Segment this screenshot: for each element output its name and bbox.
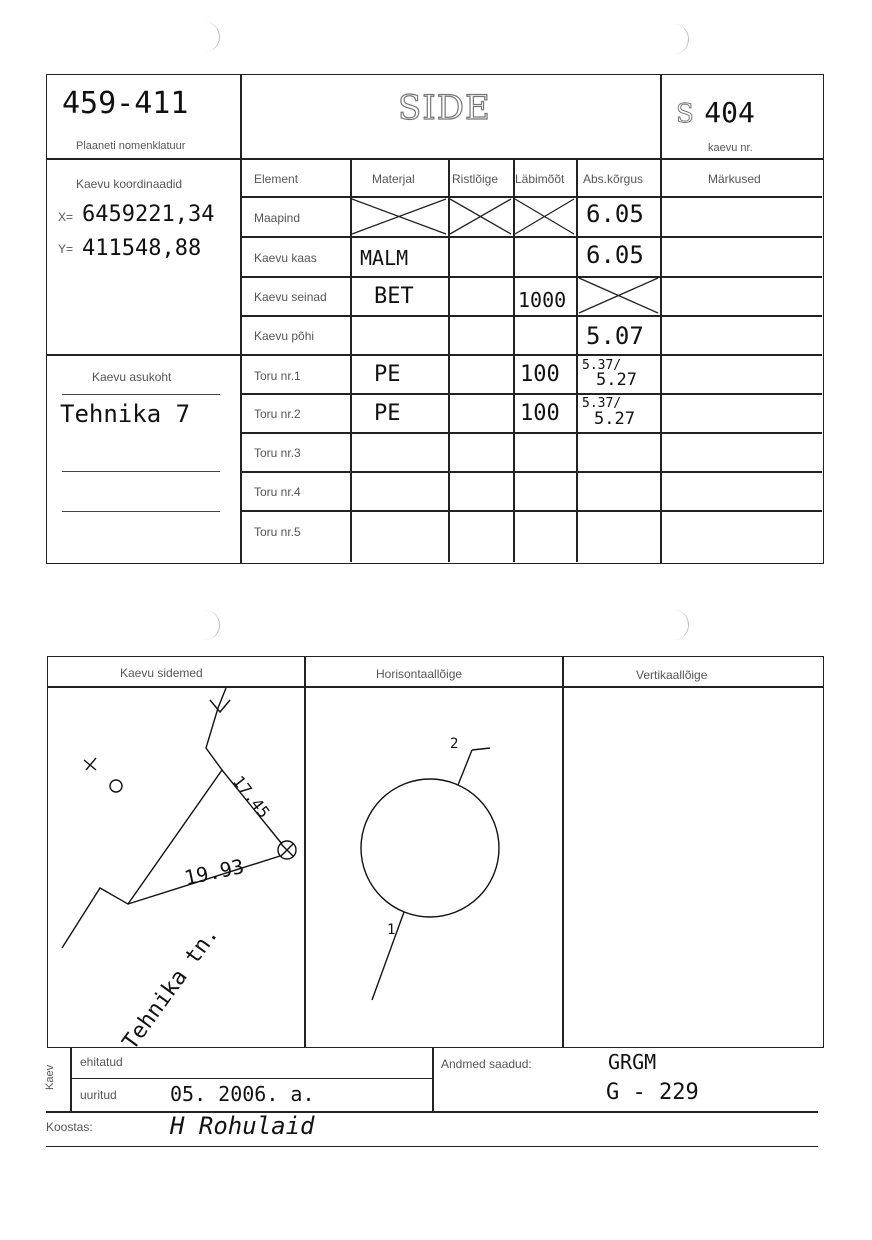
surveyed-date: 05. 2006. a. (170, 1082, 315, 1106)
dimension-label-1: 17.45 (229, 772, 274, 822)
table-row-label: Kaevu põhi (254, 329, 315, 343)
material-toru2: PE (374, 401, 401, 426)
location-value: Tehnika 7 (60, 400, 191, 428)
well-number-value: 404 (704, 96, 755, 129)
col-header-material: Materjal (372, 172, 415, 186)
diameter-seinad: 1000 (518, 288, 567, 312)
data-source-value-1: GRGM (608, 1050, 657, 1074)
col-header-diameter: Läbimõõt (515, 172, 565, 186)
height-maapind: 6.05 (586, 200, 644, 228)
height-toru2-bottom: 5.27 (594, 409, 635, 429)
y-coordinate: 411548,88 (82, 236, 202, 261)
section-label-vertical: Vertikaallõige (636, 668, 708, 682)
material-seinad: BET (374, 284, 414, 309)
street-label: Tehnika tn. (118, 922, 224, 1055)
diameter-toru2: 100 (520, 401, 560, 426)
well-number-prefix: S (676, 99, 694, 129)
data-source-label: Andmed saadud: (441, 1057, 532, 1071)
height-pohi: 5.07 (586, 322, 644, 350)
compiled-by: H Rohulaid (170, 1112, 315, 1140)
coordinates-label: Kaevu koordinaadid (76, 177, 183, 191)
section-label-horizontal: Horisontaallõige (376, 667, 463, 681)
plan-nomenclature-value: 459-411 (62, 86, 189, 121)
compiled-label: Koostas: (46, 1120, 93, 1134)
section-label-connections: Kaevu sidemed (120, 666, 203, 680)
table-row-label: Toru nr.2 (254, 407, 301, 421)
pipe-2-label: 2 (450, 736, 459, 752)
document-title: SIDE (398, 88, 491, 128)
col-header-element: Element (254, 172, 299, 186)
col-header-abs-height: Abs.kõrgus (583, 172, 644, 186)
table-row-label: Toru nr.5 (254, 525, 301, 539)
table-row-label: Kaevu kaas (254, 251, 317, 265)
height-toru1-bottom: 5.27 (596, 370, 637, 390)
well-number-label: kaevu nr. (708, 142, 753, 154)
table-row-label: Kaevu seinad (254, 290, 327, 304)
building-outline (62, 688, 226, 948)
height-kaas: 6.05 (586, 241, 644, 269)
well-circle (361, 779, 499, 917)
material-toru1: PE (374, 362, 401, 387)
location-label: Kaevu asukoht (92, 370, 172, 384)
col-header-cross-section: Ristlõige (452, 172, 499, 186)
diameter-toru1: 100 (520, 362, 560, 387)
x-coordinate: 6459221,34 (82, 202, 215, 227)
pipe-1-label: 1 (387, 922, 396, 938)
col-header-remarks: Märkused (708, 172, 761, 186)
footer-vertical-label: Kaev (44, 1064, 56, 1090)
plan-nomenclature-label: Plaaneti nomenklatuur (76, 140, 186, 152)
rebuilt-label: ehitatud (80, 1055, 123, 1069)
table-row-label: Maapind (254, 211, 301, 225)
data-source-value-2: G - 229 (606, 1080, 699, 1105)
table-row-label: Toru nr.4 (254, 485, 301, 499)
table-row-label: Toru nr.3 (254, 446, 301, 460)
x-label: X= (58, 210, 74, 224)
dimension-label-2: 19.93 (182, 854, 247, 890)
height-toru2-top: 5.37/ (582, 396, 622, 411)
height-toru1-top: 5.37/ (582, 358, 622, 373)
surveyed-label: uuritud (80, 1088, 117, 1102)
y-label: Y= (58, 242, 74, 256)
material-kaas: MALM (360, 246, 409, 270)
table-row-label: Toru nr.1 (254, 369, 301, 383)
horizontal-section-drawing (361, 748, 499, 1000)
pipe-2-line (458, 750, 472, 785)
